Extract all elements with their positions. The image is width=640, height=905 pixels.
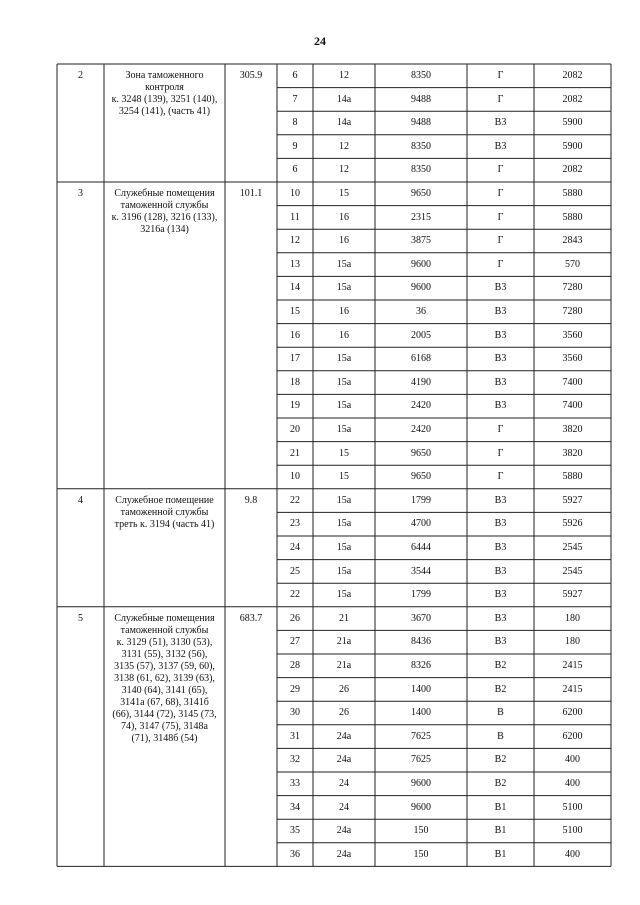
table-cell: 12 xyxy=(339,70,349,81)
group-number: 4 xyxy=(78,494,83,506)
table-cell: Г xyxy=(497,93,504,105)
table-cell: 7280 xyxy=(562,306,583,317)
table-cell: В3 xyxy=(494,636,507,648)
table-cell: 3820 xyxy=(562,424,583,435)
table-cell: В2 xyxy=(494,778,507,789)
table-cell: В1 xyxy=(494,801,507,813)
table-cell: 2082 xyxy=(562,93,583,105)
table-cell: 9650 xyxy=(411,188,431,199)
table-cell: Г xyxy=(497,188,504,199)
table-cell: 5880 xyxy=(562,211,583,223)
table-cell: 15а xyxy=(336,376,352,388)
table-cell: В3 xyxy=(494,306,507,317)
page-number: 24 xyxy=(314,34,326,48)
table-cell: 14а xyxy=(336,93,352,105)
table-cell: Г xyxy=(497,211,504,223)
table-cell: 15а xyxy=(336,518,352,530)
group-area: 305.9 xyxy=(239,70,263,81)
table-cell: 24 xyxy=(339,801,349,813)
table-cell: 26 xyxy=(339,707,349,719)
table-cell: 2420 xyxy=(411,400,431,412)
table-cell: 6168 xyxy=(411,353,431,365)
table-cell: 6200 xyxy=(562,730,583,742)
table-cell: 15 xyxy=(290,306,300,317)
table-cell: 31 xyxy=(290,730,300,742)
table-cell: 400 xyxy=(565,778,580,789)
table-cell: 8326 xyxy=(411,660,431,671)
table-cell: 20 xyxy=(290,424,300,435)
table-cell: 2420 xyxy=(411,424,431,435)
table-cell: 26 xyxy=(339,683,349,695)
table-cell: 15а xyxy=(336,565,352,577)
table-cell: 150 xyxy=(413,825,429,837)
table-cell: 24а xyxy=(336,730,352,742)
group-number: 5 xyxy=(78,612,83,624)
table-cell: 8350 xyxy=(411,70,431,81)
table-cell: 25 xyxy=(290,565,300,577)
table-cell: 9600 xyxy=(411,282,431,294)
table-cell: 16 xyxy=(339,306,349,317)
table-cell: 36 xyxy=(416,306,426,317)
table-cell: 15 xyxy=(339,188,349,199)
table-cell: 33 xyxy=(290,778,300,789)
table-cell: 35 xyxy=(290,825,300,837)
table-cell: 570 xyxy=(565,258,580,270)
table-cell: 3875 xyxy=(411,235,431,247)
table-cell: 12 xyxy=(290,235,300,247)
table-cell: 24 xyxy=(339,778,349,789)
table-cell: 7 xyxy=(292,93,298,105)
table-cell: 400 xyxy=(565,754,580,766)
table-cell: В3 xyxy=(494,376,507,388)
table-cell: 5880 xyxy=(562,471,583,483)
table-cell: 22 xyxy=(290,589,300,601)
table-cell: 28 xyxy=(290,660,300,671)
table-cell: 1400 xyxy=(411,683,431,695)
table-cell: Г xyxy=(497,258,504,270)
table-cell: 3544 xyxy=(411,565,431,577)
table-cell: 15а xyxy=(336,542,352,553)
table-cell: В3 xyxy=(494,542,507,553)
group-number: 2 xyxy=(78,70,83,81)
group-description: Зона таможенного контроля к. 3248 (139), 3251 (140), 3254 (141), (часть 41) xyxy=(111,70,218,117)
table-cell: 15а xyxy=(336,258,352,270)
table-cell: 14 xyxy=(290,282,300,294)
table-cell: 4190 xyxy=(411,376,431,388)
group-description: Служебное помещение таможенной службы треть к. 3194 (часть 41) xyxy=(114,494,215,530)
table-cell: 400 xyxy=(565,848,580,860)
table-cell: 3560 xyxy=(562,329,583,341)
group-area: 101.1 xyxy=(239,188,263,199)
table-cell: 8436 xyxy=(411,636,431,648)
table-cell: В3 xyxy=(494,518,507,530)
table-cell: 15а xyxy=(336,589,352,601)
table-cell: 1400 xyxy=(411,707,431,719)
table-cell: 24а xyxy=(336,848,352,860)
table-cell: 6444 xyxy=(411,542,431,553)
table-cell: 7625 xyxy=(411,754,431,766)
table-cell: 15а xyxy=(336,282,352,294)
table-cell: 14а xyxy=(336,117,352,129)
table-cell: 16 xyxy=(290,329,300,341)
table-cell: 9650 xyxy=(411,471,431,483)
table-cell: 3670 xyxy=(411,612,431,624)
table-cell: 9650 xyxy=(411,447,431,459)
table-cell: 21 xyxy=(339,612,349,624)
table-cell: 15а xyxy=(336,424,352,435)
table-cell: 2082 xyxy=(562,70,583,81)
table-cell: 2545 xyxy=(562,542,583,553)
table-cell: 9600 xyxy=(411,778,431,789)
table-cell: 21а xyxy=(336,660,352,671)
table-cell: 24а xyxy=(336,825,352,837)
table-cell: 5926 xyxy=(562,518,583,530)
table-cell: В2 xyxy=(494,683,507,695)
table-cell: 3820 xyxy=(562,447,583,459)
table-cell: 6 xyxy=(292,70,298,81)
table-cell: 150 xyxy=(413,848,429,860)
table-cell: 16 xyxy=(339,329,349,341)
table-cell: 180 xyxy=(565,612,580,624)
table-cell: 12 xyxy=(339,140,349,152)
table-cell: В3 xyxy=(494,117,507,129)
table-cell: 9488 xyxy=(411,93,431,105)
table-cell: 15а xyxy=(336,353,352,365)
table-cell: 26 xyxy=(290,612,300,624)
table-cell: Г xyxy=(497,70,504,81)
table-cell: 15а xyxy=(336,494,352,506)
table-cell: 16 xyxy=(339,235,349,247)
table-cell: 5100 xyxy=(562,801,583,813)
group-area: 9.8 xyxy=(244,494,258,506)
table-cell: 30 xyxy=(290,707,300,719)
table-cell: 7625 xyxy=(411,730,431,742)
table-cell: В3 xyxy=(494,140,507,152)
table-cell: 15 xyxy=(339,471,349,483)
table-cell: 9 xyxy=(292,140,298,152)
table-cell: 7280 xyxy=(562,282,583,294)
table-cell: В xyxy=(497,730,504,742)
table-cell: 12 xyxy=(339,164,349,176)
table-cell: В3 xyxy=(494,400,507,412)
table-cell: Г xyxy=(497,164,504,176)
table-cell: В3 xyxy=(494,329,507,341)
table-cell: 10 xyxy=(290,471,300,483)
table-cell: Г xyxy=(497,235,504,247)
table-cell: 34 xyxy=(290,801,300,813)
table-cell: 2082 xyxy=(562,164,583,176)
table-cell: 5880 xyxy=(562,188,583,199)
table-cell: 2843 xyxy=(562,235,583,247)
table-cell: В3 xyxy=(494,589,507,601)
table-cell: В3 xyxy=(494,565,507,577)
table-cell: В3 xyxy=(494,612,507,624)
table-cell: 8 xyxy=(292,117,298,129)
table-cell: 3560 xyxy=(562,353,583,365)
table-cell: 32 xyxy=(290,754,300,766)
table-cell: 9488 xyxy=(411,117,431,129)
table-cell: 5927 xyxy=(562,494,583,506)
group-number: 3 xyxy=(78,188,83,199)
table-cell: 9600 xyxy=(411,801,431,813)
table-cell: 21 xyxy=(290,447,300,459)
table-cell: 29 xyxy=(290,683,300,695)
table-cell: В3 xyxy=(494,494,507,506)
table-cell: В3 xyxy=(494,282,507,294)
table-cell: 5100 xyxy=(562,825,583,837)
table-cell: 9600 xyxy=(411,258,431,270)
table-cell: В1 xyxy=(494,848,507,860)
table-cell: 24 xyxy=(290,542,300,553)
table-cell: 4700 xyxy=(411,518,431,530)
table-cell: 5927 xyxy=(562,589,583,601)
table-cell: 2415 xyxy=(562,660,583,671)
table-cell: 5900 xyxy=(562,117,583,129)
table-cell: 15а xyxy=(336,400,352,412)
table-cell: 5900 xyxy=(562,140,583,152)
group-area: 683.7 xyxy=(239,612,263,624)
table-cell: 21а xyxy=(336,636,352,648)
table-cell: Г xyxy=(497,447,504,459)
table-cell: 19 xyxy=(290,400,300,412)
table-cell: 16 xyxy=(339,211,349,223)
table-cell: 180 xyxy=(565,636,580,648)
table-cell: 27 xyxy=(290,636,300,648)
table-cell: 8350 xyxy=(411,140,431,152)
table-cell: 15 xyxy=(339,447,349,459)
table-cell: 13 xyxy=(290,258,300,270)
table-cell: В2 xyxy=(494,660,507,671)
table-cell: 7400 xyxy=(562,400,583,412)
table-cell: 24а xyxy=(336,754,352,766)
table-cell: 6200 xyxy=(562,707,583,719)
table-cell: Г xyxy=(497,424,504,435)
table-cell: 2545 xyxy=(562,565,583,577)
table-cell: 10 xyxy=(290,188,300,199)
table-cell: 23 xyxy=(290,518,300,530)
table-cell: 1799 xyxy=(411,589,431,601)
table-cell: 11 xyxy=(290,211,300,223)
table-cell: 8350 xyxy=(411,164,431,176)
table-cell: 1799 xyxy=(411,494,431,506)
table-cell: 2315 xyxy=(411,211,431,223)
group-description: Служебные помещения таможенной службы к. 3196 (128), 3216 (133), 3216а (134) xyxy=(111,188,218,235)
table-cell: В xyxy=(497,707,504,719)
table-cell: 2415 xyxy=(562,683,583,695)
table-cell: 7400 xyxy=(562,376,583,388)
group-description: Служебные помещения таможенной службы к. 3129 (51), 3130 (53), 3131 (55), 3132 (56), 3135 (57), 3137 (59, 60), 3138 (61, 62), 3139 (63), 3140 (64), 3141 (65), 3141а (67, 68), 3141б (66), 3144 (72), 3145 (73, 74), 3147 (75), 3148а (71), 3148б (54) xyxy=(112,612,217,744)
table-cell: 17 xyxy=(290,353,300,365)
table-cell: 18 xyxy=(290,376,300,388)
table-cell: 36 xyxy=(290,848,300,860)
table-cell: Г xyxy=(497,471,504,483)
table-cell: В1 xyxy=(494,825,507,837)
table-cell: 6 xyxy=(292,164,298,176)
table-cell: 2005 xyxy=(411,329,431,341)
table-cell: В2 xyxy=(494,754,507,766)
table-cell: 22 xyxy=(290,494,300,506)
table-cell: В3 xyxy=(494,353,507,365)
